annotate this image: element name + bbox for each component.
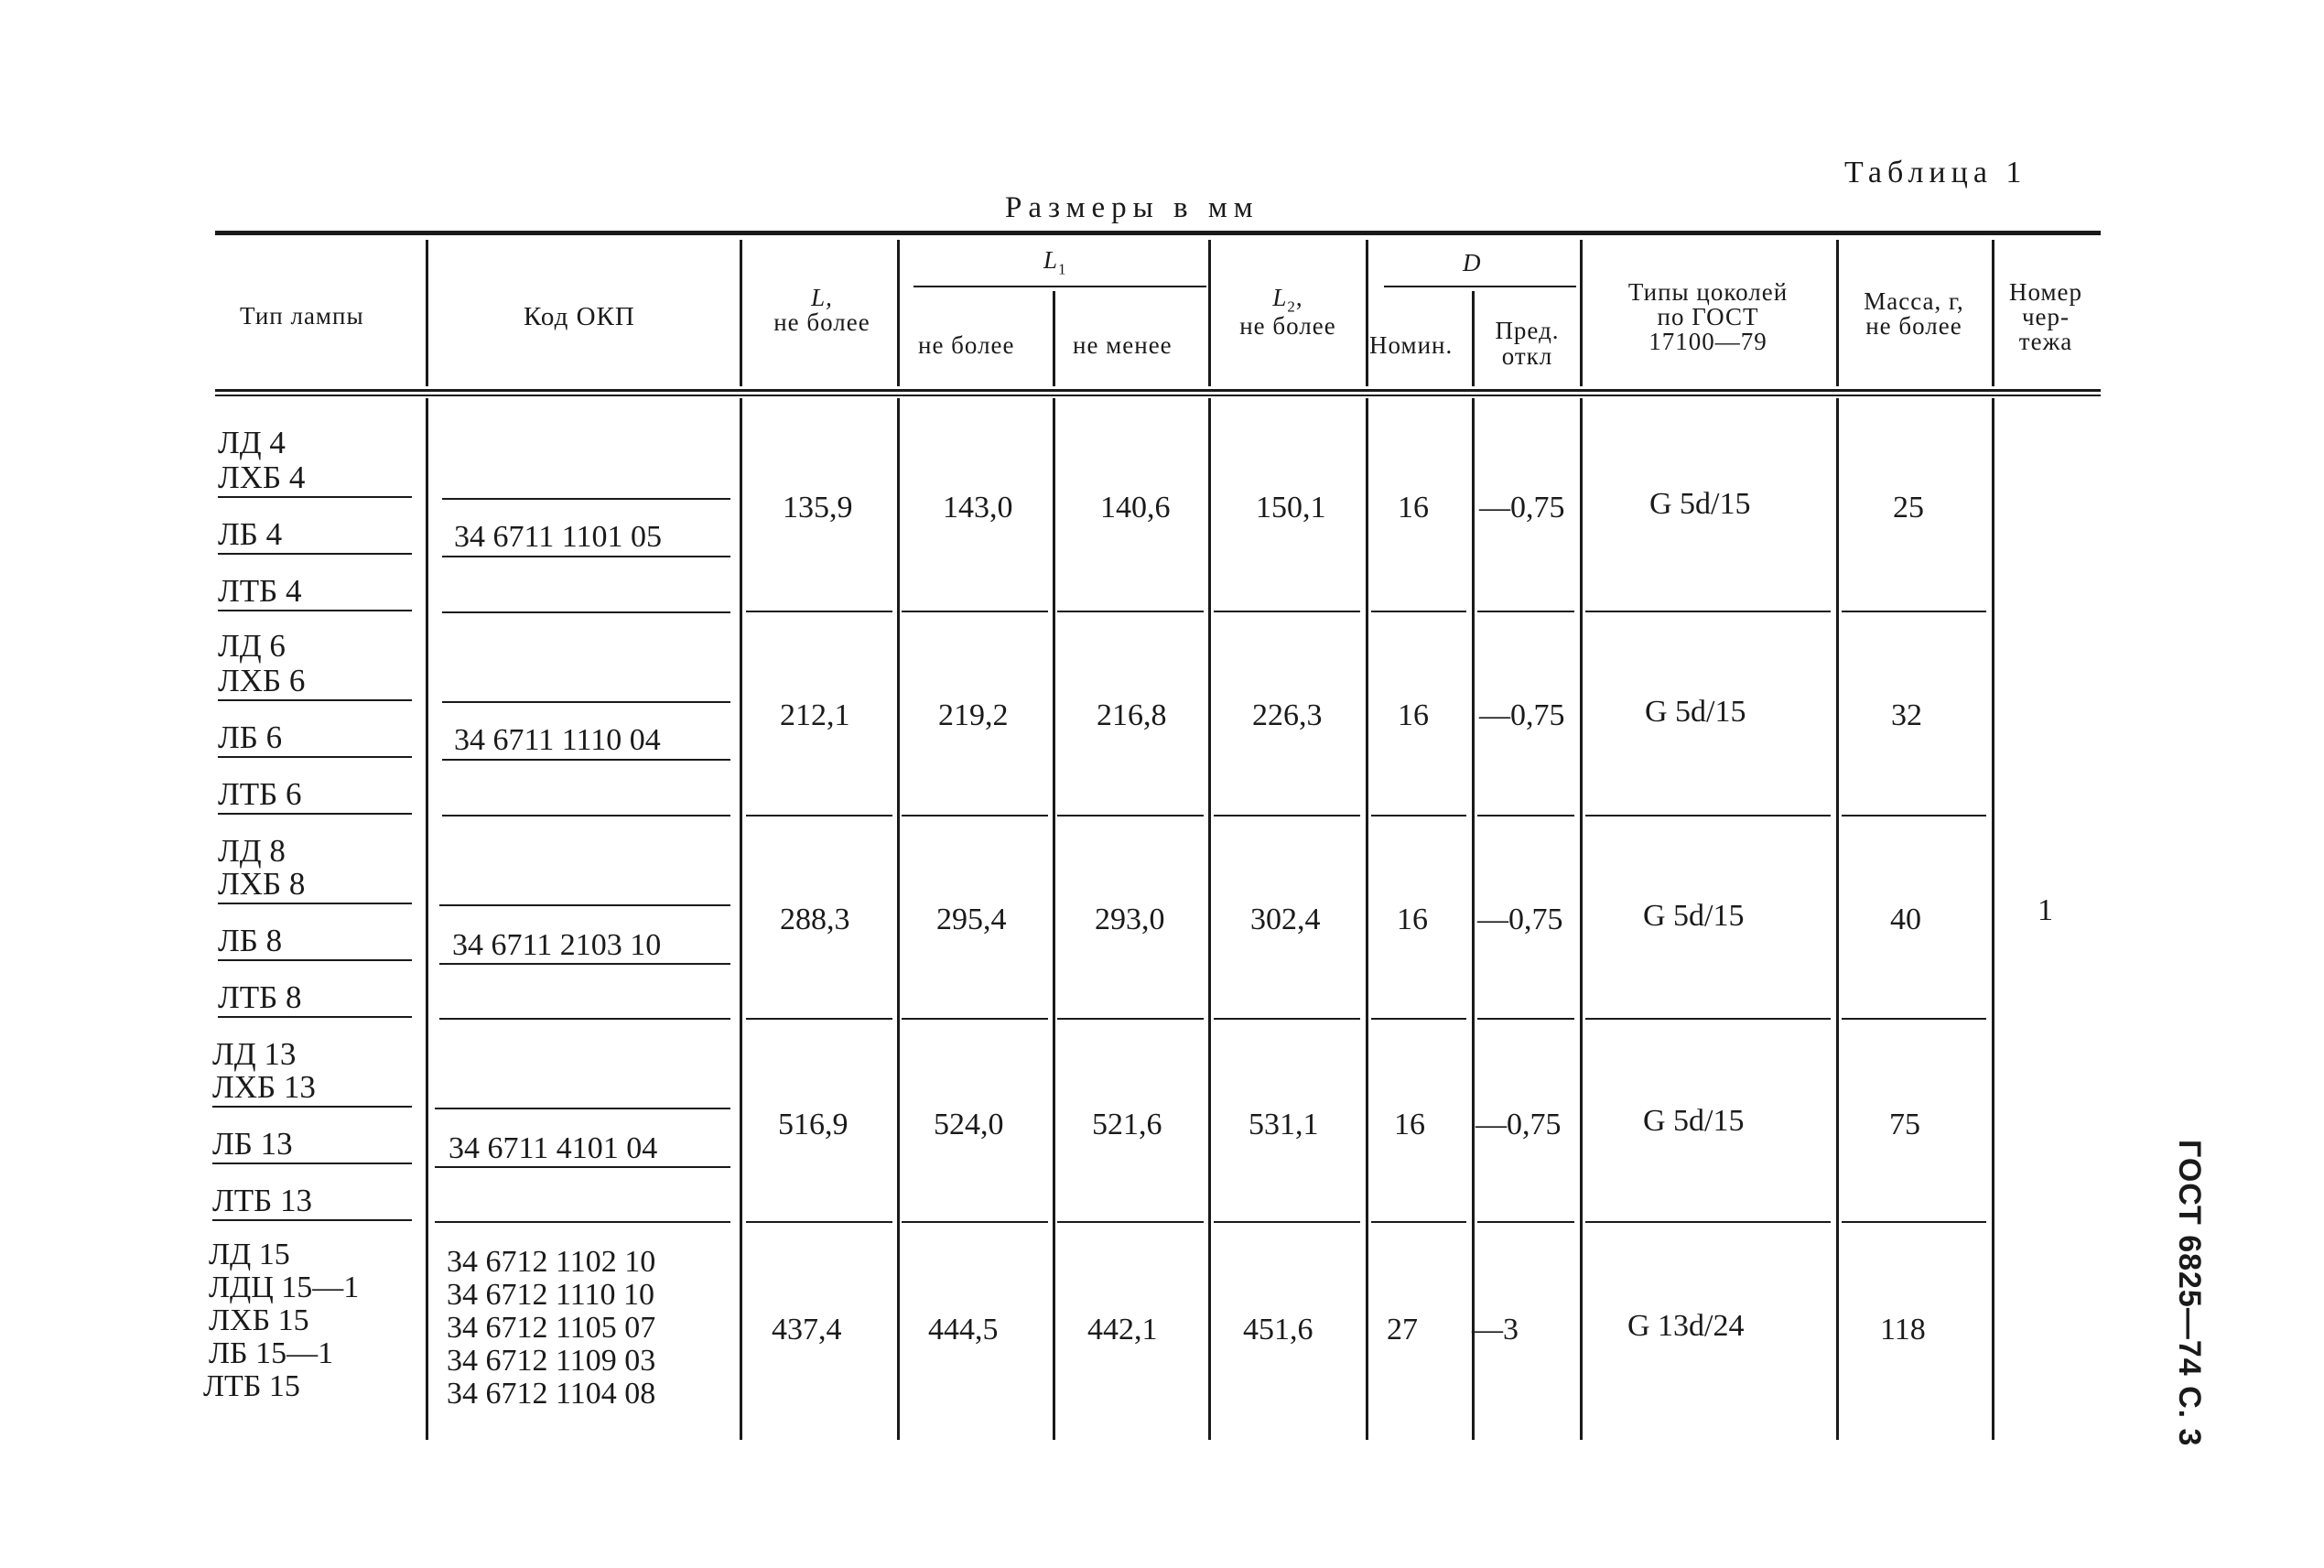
lamp-type: ЛХБ 8 [218,866,306,902]
header-bottom-rule-2 [215,395,2101,396]
header-divider [1208,240,1211,386]
value-L: 135,9 [783,491,853,524]
lamp-divider [218,903,412,904]
row-divider [1585,611,1831,612]
value-L2: 531,1 [1248,1108,1319,1141]
value-base: G 5d/15 [1649,487,1751,521]
lamp-divider [218,610,412,611]
lamp-divider [218,813,412,815]
lamp-type: ЛДЦ 15—1 [209,1271,360,1304]
header-D-dev-1: Пред. [1495,317,1560,344]
header-D-dev [1479,318,1575,370]
row-divider [746,815,892,816]
units-caption: Размеры в мм [1005,191,1259,224]
header-mass-2: не более [1865,312,1962,340]
header-L1-symbol: L [1043,246,1059,274]
value-D-dev: —0,75 [1475,1108,1562,1141]
okp-code: 34 6712 1109 03 [447,1344,656,1378]
okp-code: 34 6712 1104 08 [447,1377,656,1411]
value-mass: 118 [1880,1313,1926,1346]
drawing-number: 1 [2038,893,2053,927]
body-divider [426,398,428,1440]
value-L: 212,1 [780,698,850,732]
code-divider [435,1166,730,1168]
header-drawing-1: Номер [2008,278,2083,306]
value-D-nom: 16 [1398,698,1429,732]
code-divider [442,556,730,557]
body-divider [1472,398,1475,1440]
value-L1-max: 444,5 [928,1313,999,1346]
row-divider [1842,815,1986,816]
header-L1-min: не менее [1073,331,1173,359]
header-divider [1580,240,1583,386]
row-divider [1371,815,1466,816]
header-L [762,286,881,335]
row-divider [1057,1018,1204,1020]
d-subheader-rule [1384,286,1576,287]
code-divider [435,1221,730,1223]
header-L-note: не более [773,308,870,336]
header-base [1598,280,1818,354]
value-L1-min: 216,8 [1097,698,1167,732]
body-divider [1208,398,1211,1440]
row-divider [902,1018,1048,1020]
row-divider [1585,815,1831,816]
header-divider [1836,240,1839,386]
row-divider [902,611,1048,612]
value-L1-min: 140,6 [1100,491,1171,524]
value-L1-max: 295,4 [936,903,1007,936]
header-base-2: по ГОСТ [1657,303,1759,330]
lamp-type: ЛХБ 15 [209,1303,309,1337]
value-L2: 302,4 [1250,903,1321,936]
row-divider [1214,1018,1360,1020]
row-divider [1842,1221,1986,1223]
row-divider [1585,1221,1831,1223]
value-D-nom: 16 [1398,491,1429,524]
code-divider [442,498,730,500]
code-divider [439,1018,730,1020]
row-divider [902,1221,1048,1223]
row-divider [902,815,1048,816]
body-divider [1580,398,1583,1440]
row-divider [1477,1018,1574,1020]
header-divider [1366,240,1368,386]
lamp-type: ЛХБ 6 [218,663,306,698]
lamp-type: ЛБ 8 [218,923,283,958]
value-base: G 5d/15 [1643,899,1745,933]
row-divider [1585,1018,1831,1020]
row-divider [1477,1221,1574,1223]
row-divider [1371,1221,1466,1223]
code-divider [435,1108,730,1109]
lamp-type: ЛД 6 [218,628,286,664]
okp-code: 34 6711 2103 10 [452,928,662,962]
header-L2-sep: , [1295,284,1303,311]
header-bottom-rule [215,389,2101,392]
value-D-nom: 27 [1387,1313,1418,1346]
okp-code: 34 6712 1110 10 [447,1278,654,1312]
header-L1-max: не более [918,331,1015,359]
value-L: 516,9 [778,1108,849,1141]
lamp-divider [218,1016,412,1018]
value-base: G 5d/15 [1645,695,1746,729]
lamp-type: ЛТБ 13 [212,1183,312,1218]
value-D-nom: 16 [1394,1108,1425,1141]
header-D [1463,251,1482,276]
lamp-type: ЛТБ 4 [218,573,302,609]
okp-code: 34 6712 1105 07 [447,1311,656,1345]
lamp-type: ЛТБ 8 [218,979,302,1015]
row-divider [1371,1018,1466,1020]
value-L: 437,4 [772,1313,842,1346]
lamp-type: ЛД 13 [212,1036,297,1072]
row-divider [1057,1221,1204,1223]
lamp-divider [218,959,412,961]
header-drawing [1995,280,2096,354]
value-L: 288,3 [780,903,850,936]
header-L2-symbol: L [1272,284,1288,311]
value-D-dev: —0,75 [1479,698,1565,732]
body-divider [1992,398,1994,1440]
table-label: Таблица 1 [1844,156,2027,189]
lamp-type: ЛБ 15—1 [209,1336,334,1370]
lamp-divider [212,1162,412,1164]
header-divider [1472,291,1475,386]
value-L1-min: 521,6 [1092,1108,1162,1141]
value-D-dev: —0,75 [1479,491,1565,524]
lamp-type: ЛБ 4 [218,516,283,552]
code-divider [442,815,730,816]
row-divider [1057,611,1204,612]
side-standard-label: ГОСТ 6825—74 С. 3 [2172,1140,2207,1447]
lamp-type: ЛХБ 4 [218,460,306,495]
value-D-dev: —0,75 [1477,903,1563,936]
header-L-symbol: L, [811,284,833,311]
body-divider [1053,398,1055,1440]
value-base: G 5d/15 [1643,1104,1745,1138]
header-L2-sub: 2 [1287,297,1296,316]
header-drawing-3: тежа [2018,328,2073,355]
value-mass: 40 [1890,903,1921,936]
header-D-symbol: D [1463,249,1482,276]
value-D-nom: 16 [1397,903,1428,936]
value-L2: 226,3 [1252,698,1323,732]
value-mass: 25 [1893,491,1924,524]
lamp-divider [212,1219,412,1221]
lamp-type: ЛБ 13 [212,1126,293,1162]
lamp-divider [218,553,412,555]
value-L1-min: 442,1 [1087,1313,1158,1346]
lamp-type: ЛД 15 [209,1238,290,1271]
body-divider [1366,398,1368,1440]
value-L2: 451,6 [1243,1313,1313,1346]
header-drawing-2: чер- [2021,303,2070,330]
l1-subheader-rule [913,286,1206,287]
header-L1-sub: 1 [1058,260,1067,278]
value-L1-min: 293,0 [1095,903,1165,936]
code-divider [439,904,730,906]
code-divider [442,759,730,761]
body-divider [1836,398,1839,1440]
body-divider [897,398,900,1440]
lamp-type: ЛТБ 6 [218,776,302,812]
okp-code: 34 6711 4101 04 [449,1131,658,1165]
code-divider [442,701,730,703]
header-okp-code: Код ОКП [524,302,635,331]
lamp-divider [218,496,412,498]
header-base-1: Типы цоколей [1627,278,1789,306]
header-base-3: 17100—79 [1648,328,1767,355]
row-divider [1214,611,1360,612]
row-divider [1057,815,1204,816]
value-mass: 32 [1891,698,1922,732]
value-L1-max: 143,0 [943,491,1013,524]
row-divider [1214,815,1360,816]
header-L2 [1228,286,1347,339]
header-mass-1: Масса, г, [1864,287,1964,315]
header-divider [1992,240,1994,386]
header-L2-note: не более [1239,312,1336,341]
header-divider [426,240,428,386]
value-D-dev: —3 [1472,1313,1519,1346]
lamp-type: ЛД 4 [218,425,286,460]
row-divider [746,611,892,612]
header-D-dev-2: откл [1501,342,1553,371]
header-D-nom: Номин. [1369,331,1454,359]
row-divider [1842,1018,1986,1020]
header-divider [1053,291,1055,386]
header-L1 [1043,248,1067,276]
row-divider [746,1018,892,1020]
top-rule [215,231,2101,235]
lamp-divider [212,1106,412,1108]
lamp-type: ЛД 8 [218,833,286,869]
code-divider [442,611,730,613]
header-divider [740,240,742,386]
header-mass [1845,289,1983,339]
header-divider [897,240,900,386]
row-divider [1842,611,1986,612]
lamp-divider [218,699,412,701]
value-L1-max: 524,0 [934,1108,1004,1141]
lamp-type: ЛХБ 13 [212,1069,316,1105]
value-L1-max: 219,2 [938,698,1009,732]
okp-code: 34 6712 1102 10 [447,1245,656,1279]
value-L2: 150,1 [1256,491,1326,524]
row-divider [1477,815,1574,816]
row-divider [746,1221,892,1223]
okp-code: 34 6711 1101 05 [454,520,662,554]
lamp-type: ЛТБ 15 [203,1369,300,1403]
header-lamp-type: Тип лампы [240,302,364,330]
code-divider [439,963,730,965]
value-base: G 13d/24 [1627,1309,1745,1343]
lamp-divider [218,756,412,758]
body-divider [740,398,742,1440]
row-divider [1214,1221,1360,1223]
row-divider [1371,611,1466,612]
value-mass: 75 [1889,1108,1920,1141]
row-divider [1477,611,1574,612]
okp-code: 34 6711 1110 04 [454,723,661,757]
lamp-type: ЛБ 6 [218,719,283,755]
